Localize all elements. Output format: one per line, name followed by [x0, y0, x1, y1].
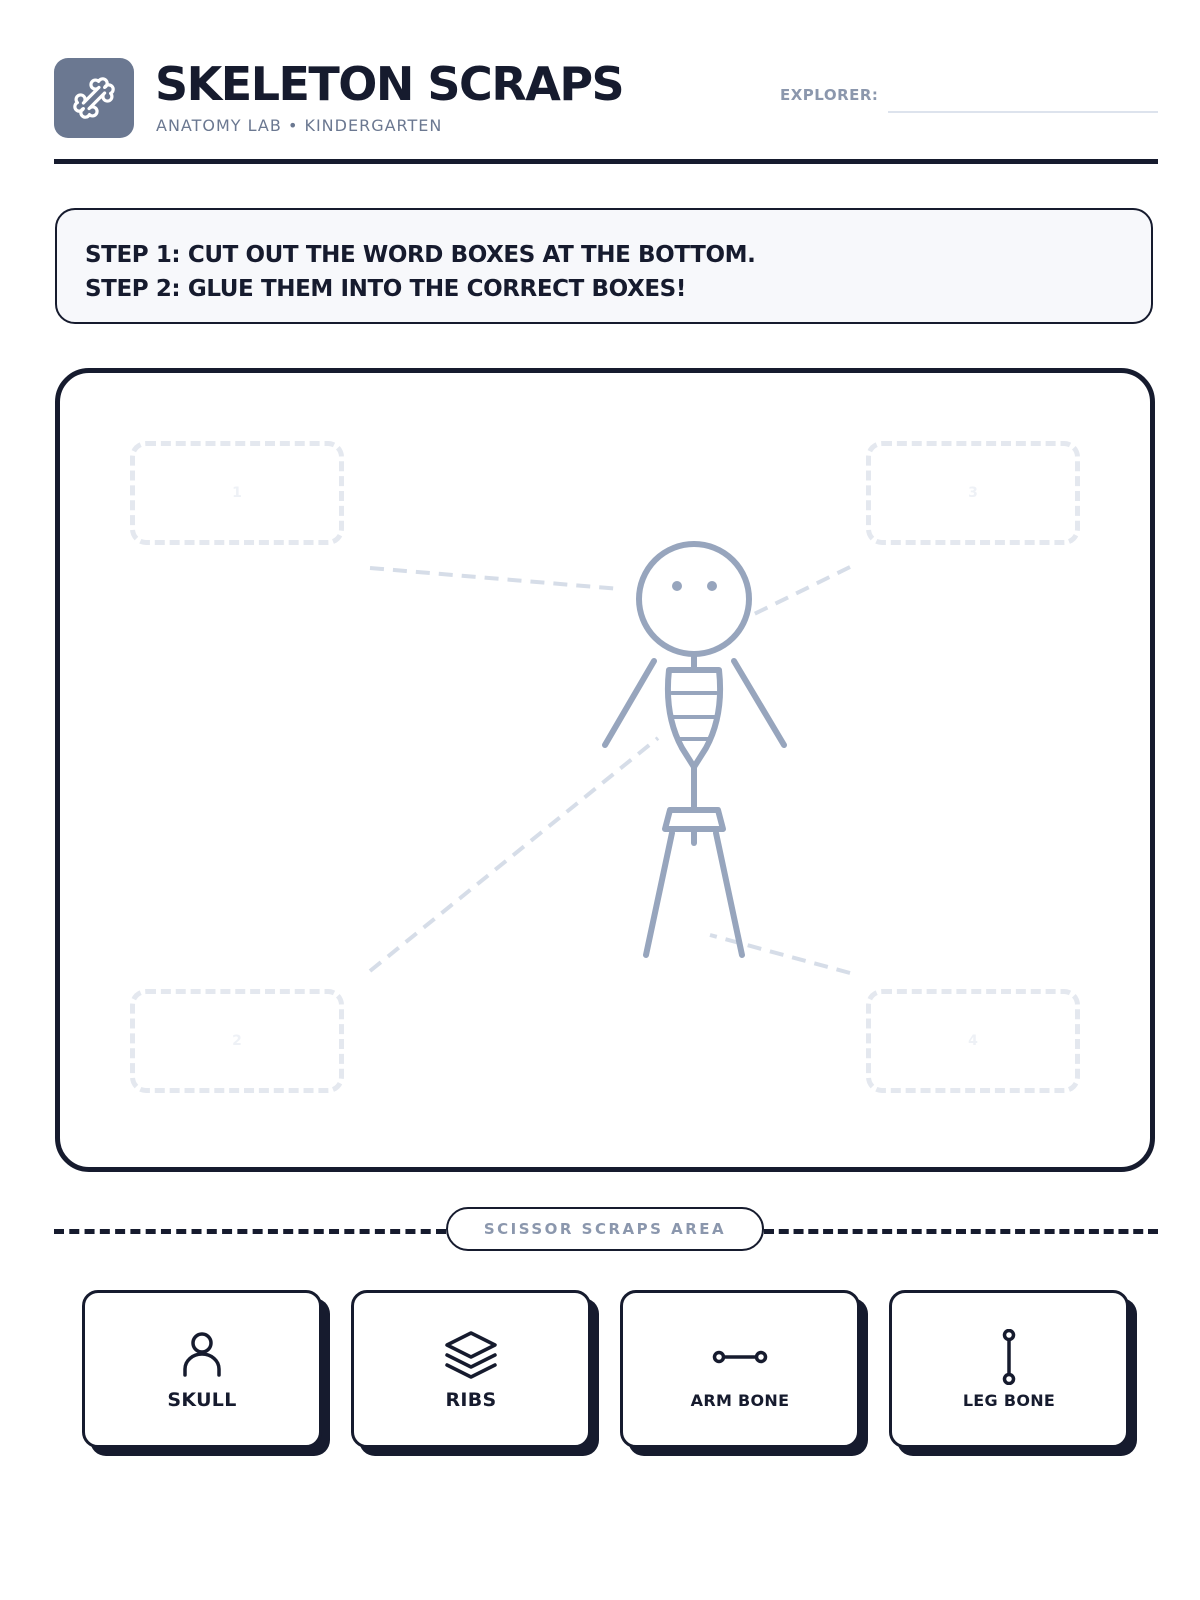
word-card-label: SKULL: [167, 1389, 237, 1411]
skeleton-figure: [605, 544, 784, 955]
left-eye: [672, 581, 682, 591]
label-target-1[interactable]: [130, 441, 344, 545]
instruction-step-2: STEP 2: GLUE THEM INTO THE CORRECT BOXES!: [85, 276, 686, 302]
cut-line-left: [54, 1229, 446, 1234]
bone-icon: [70, 74, 118, 122]
page-subtitle: ANATOMY LAB • KINDERGARTEN: [156, 116, 443, 135]
explorer-name-field[interactable]: [888, 111, 1158, 113]
skull-shape: [639, 544, 749, 654]
label-target-3[interactable]: [866, 441, 1080, 545]
right-leg-bone: [716, 833, 742, 955]
word-card-label: RIBS: [445, 1389, 497, 1411]
instruction-step-1: STEP 1: CUT OUT THE WORD BOXES AT THE BOTTOM.: [85, 242, 756, 268]
page-title: SKELETON SCRAPS: [155, 57, 624, 111]
scissor-area-label: SCISSOR SCRAPS AREA: [446, 1207, 764, 1251]
explorer-label: EXPLORER:: [780, 86, 879, 104]
target-number-4: 4: [968, 1033, 978, 1049]
cut-line-right: [764, 1229, 1158, 1234]
left-leg-bone: [646, 833, 672, 955]
person-icon: [180, 1330, 224, 1380]
word-card-label: LEG BONE: [962, 1390, 1056, 1410]
instructions-box: [55, 208, 1153, 324]
guide-line-1: [370, 568, 620, 589]
vertical-bone-icon: [997, 1329, 1021, 1385]
word-card-ribs[interactable]: [351, 1290, 591, 1448]
target-number-2: 2: [232, 1033, 242, 1049]
guide-line-2: [370, 738, 658, 971]
guide-line-4: [710, 935, 850, 973]
label-target-4[interactable]: [866, 989, 1080, 1093]
skeleton-diagram-panel: [55, 368, 1155, 1172]
word-card-leg-bone[interactable]: [889, 1290, 1129, 1448]
target-number-3: 3: [968, 485, 978, 501]
layers-icon: [443, 1329, 499, 1381]
label-target-2[interactable]: [130, 989, 344, 1093]
left-arm-bone: [605, 661, 654, 745]
word-card-skull[interactable]: [82, 1290, 322, 1448]
guide-line-3: [740, 567, 850, 621]
word-card-arm-bone[interactable]: [620, 1290, 860, 1448]
right-arm-bone: [734, 661, 784, 745]
guide-lines: [370, 567, 850, 973]
target-number-1: 1: [232, 485, 242, 501]
horizontal-bone-icon: [712, 1345, 768, 1369]
right-eye: [707, 581, 717, 591]
logo-badge: [54, 58, 134, 138]
header-divider: [54, 159, 1158, 164]
word-card-label: ARM BONE: [690, 1390, 790, 1410]
